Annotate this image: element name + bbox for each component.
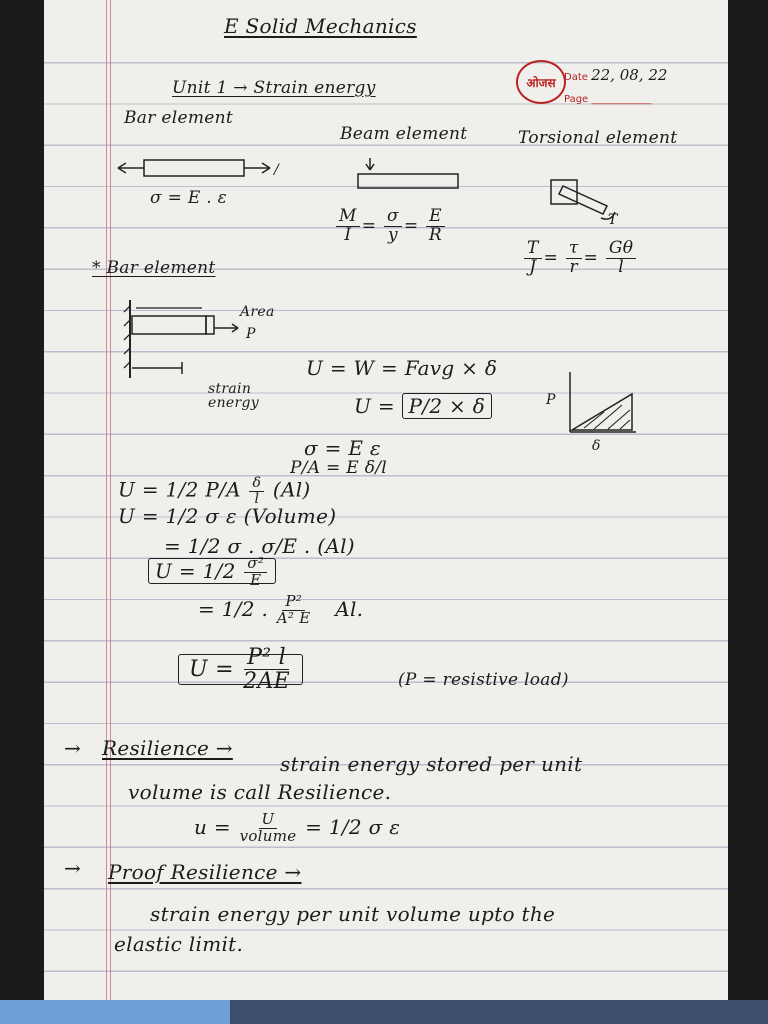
- date-label: Date: [564, 72, 588, 83]
- resistive-load-note: (P = resistive load): [398, 670, 569, 690]
- hooke-equation: σ = E ε: [304, 436, 381, 460]
- torsion-equation: $\frac{T}{J}$ = $\frac{\tau}{r}$ = $\frac{G\theta}{l}$: [522, 240, 638, 277]
- u-equation-2: U = 1/2 σ ε (Volume): [118, 504, 337, 528]
- energy-equation: U = P/2 × δ: [354, 394, 492, 418]
- beam-sketch-icon: [350, 158, 470, 198]
- u-equation-final: U = $\frac{\text{P² l}}{2AE}$: [178, 646, 303, 693]
- load-deflection-graph: [564, 372, 644, 442]
- torsional-element-label: Torsional element: [518, 128, 678, 148]
- proof-line-1: strain energy per unit volume upto the: [150, 902, 556, 926]
- bar-sketch-icon: [104, 150, 304, 190]
- notebook-page: [44, 0, 728, 1024]
- resilience-line-1: strain energy stored per unit: [280, 752, 583, 776]
- date-value: 22, 08, 22: [591, 66, 668, 84]
- beam-equation: $\frac{M}{I}$ = $\frac{\sigma}{y}$ = $\frac{E}{R}$: [334, 208, 447, 245]
- u-equation-5: = 1/2 . $\frac{\text{P²}}{\text{A² E}}$ Al.: [198, 592, 364, 627]
- resilience-line-2: volume is call Resilience.: [128, 780, 392, 804]
- beam-element-label: Beam element: [340, 124, 468, 144]
- date-block: Date 22, 08, 22 Page ____________: [564, 66, 668, 105]
- torsion-sketch-icon: [549, 176, 639, 226]
- u-equation-1: U = 1/2 P/A $\frac{\delta}{l}$ (Al): [118, 475, 311, 507]
- proof-resilience-heading: Proof Resilience →: [108, 860, 302, 884]
- bar-equation: σ = E . ε: [150, 188, 228, 208]
- area-label: Area: [240, 304, 275, 320]
- proof-line-2: elastic limit.: [114, 932, 244, 956]
- load-p-label: P: [246, 326, 256, 342]
- proof-arrow-icon: →: [64, 856, 82, 880]
- bar-element-label: Bar element: [124, 108, 233, 128]
- graph-delta-label: δ: [592, 438, 601, 454]
- stamp-logo: ओजस: [516, 60, 566, 104]
- page-label: Page: [564, 94, 589, 105]
- unit-heading: Unit 1 → Strain energy: [172, 78, 376, 98]
- strain-energy-label: strain energy: [208, 381, 259, 411]
- bar-element-heading: * Bar element: [92, 258, 216, 278]
- svg-text:/: /: [274, 162, 279, 178]
- resilience-arrow-icon: →: [64, 736, 82, 760]
- u-equation-4: U = 1/2 $\frac{\text{σ²}}{E}$: [148, 556, 276, 589]
- background-strip-blue: [0, 1000, 230, 1024]
- torque-label: T: [608, 212, 618, 228]
- stress-strain-equation: P/A = E δ/l: [290, 458, 388, 478]
- graph-p-label: P: [546, 392, 556, 408]
- resilience-heading: Resilience →: [102, 736, 233, 760]
- work-equation: U = W = Favg × δ: [306, 356, 498, 380]
- u-equation-3: = 1/2 σ . σ/E . (Al): [164, 534, 355, 558]
- resilience-equation: u = $\frac{U}{\text{volume}}$ = 1/2 σ ε: [194, 810, 401, 845]
- page-title: E Solid Mechanics: [224, 14, 417, 38]
